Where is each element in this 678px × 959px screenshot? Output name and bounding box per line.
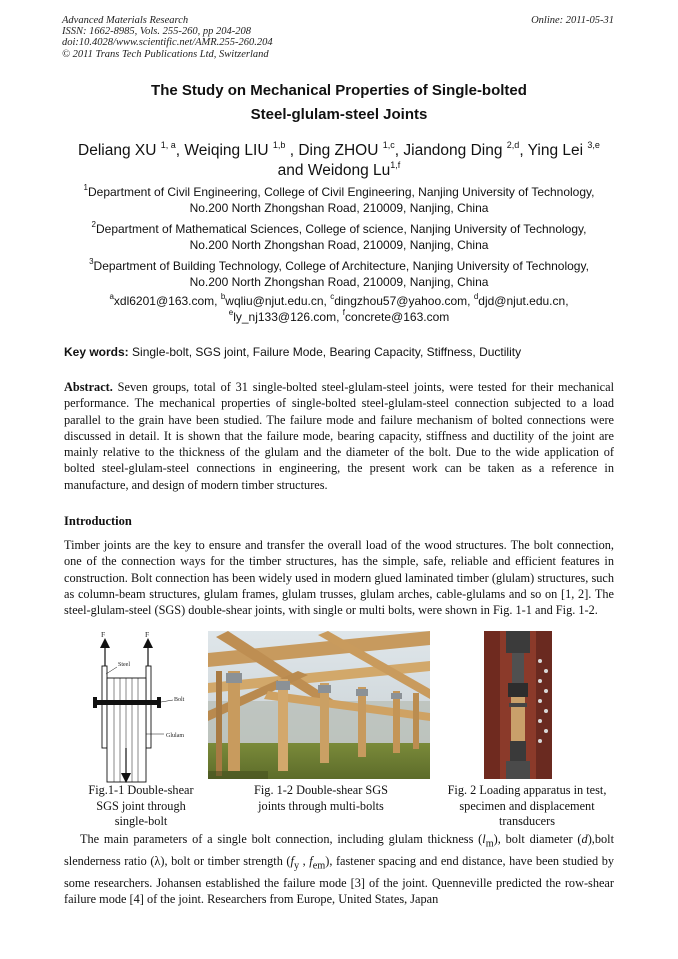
copyright-line: © 2011 Trans Tech Publications Ltd, Switzerland [62,48,269,60]
email-link: xdl6201@163.com [113,294,215,308]
affiliation-3: $^3$Department of Building Technology, College of Architecture, Nanjing University of Technology, No.200 North Zhongshan Road, 210009, Nanjing, China [89,257,589,289]
email-link: djd@njut.edu.cn [478,294,566,308]
abstract-text: Seven groups, total of 31 single-bolted steel-glulam-steel joints, were tested for their mechanical performance. The mechanical properties of single-bolted steel-glulam-steel connection subjected to a load parallel to the grain have been studied. The failure mode and failure mechanism of bolted connections were discussed in detail. It is shown that the failure mode, bearing capacity, stiffness and ductility of the joint are mainly relative to the thickness of the glulam and the diameter of the bolt. Due to the wide application of bolted steel-glulam-steel connections in engineering, the present work can be taken as a reference in manufacture, and design of modern timber structures. [64,380,614,492]
affiliation-2: $^2$Department of Mathematical Sciences, College of science, Nanjing University of Technology, No.200 North Zhongshan Road, 210009, Nanjing, China [91,220,587,252]
journal-name: Advanced Materials Research [62,15,189,26]
author-list: Deliang XU $^{1, a}$, Weiqing LIU $^{1,b}$ , Ding ZHOU $^{1,c}$, Jiandong Ding $^{2,d}$, Ying Lei $^{3,e}$ and Weidong Lu$^{1,f}$ [78,140,600,179]
email-link: concrete@163.com [345,309,450,324]
keywords-label: Key words: [64,345,129,359]
affiliation-1: $^1$Department of Civil Engineering, College of Civil Engineering, Nanjing University of Technology, No.200 North Zhongshan Road, 210009, Nanjing, China [83,183,595,215]
author-name: Ying Lei [527,142,584,159]
author-sup: 3,e [587,140,600,150]
author-name: Weiqing LIU [184,142,269,159]
intro-paragraph-1: Timber joints are the key to ensure and transfer the overall load of the wood structures. The bolt connection, one of the connection ways for the timber structures, has the simple, safe, reliable and efficient features in construction. Bolt connection has been widely used in modern glued laminated timber (glulam) structures, such as column-beam structures, glulam frames, glulam trusses, glulam arches, cable-glulams and so on [1, 2]. The steel-glulam-steel (SGS) double-shear joints, with single or multi bolts, were shown in Fig. 1-1 and Fig. 1-2. [64,538,614,618]
intro-paragraph-2: The main parameters of a single bolt connection, including glulam thickness $(l_m)$, bolt diameter (d),bolt slenderness ratio (λ), bolt or timber strength ($f_y$ , $f_{em}$), fastener spacing and end distance, have been studied by some researchers. Johansen established the failure mode [3] of the joint. Quenneville predicted the row-shear failure mode [4] of the joint. Researchers from Europe, United States, Japan [64,832,614,906]
glulam-label: Glulam [166,733,184,739]
fig-1-2-caption: Fig. 1-2 Double-shear SGS joints through multi-bolts [254,783,388,813]
force-label-left: F [101,630,106,639]
section-heading-introduction: Introduction [64,514,132,528]
author-sup: 1, a [160,140,176,150]
keywords [64,345,521,359]
fig-2-photo [484,631,552,779]
abstract-label: Abstract. [64,380,113,394]
author-name: Ding ZHOU [298,142,379,159]
fig-2-caption: Fig. 2 Loading apparatus in test, specimen and displacement transducers [447,783,607,828]
force-label-right: F [145,630,150,639]
keywords-text: Single-bolt, SGS joint, Failure Mode, Bearing Capacity, Stiffness, Ductility [128,345,522,359]
abstract [64,379,614,493]
paper-title-line-2: Steel-glulam-steel Joints [250,106,428,123]
author-sup: 1,c [382,140,395,150]
author-name: Deliang XU [78,142,157,159]
running-header [62,15,273,60]
steel-label: Steel [118,662,130,668]
bolt-shank [96,700,158,705]
author-sup: 1,b [272,140,286,150]
author-name: Jiandong Ding [403,142,503,159]
bolt-label: Bolt [174,697,185,703]
email-list: $^a$xdl6201@163.com, $^b$wqliu@njut.edu.cn, $^c$dingzhou57@yahoo.com, $^d$djd@njut.edu.cn, $^e$ly_nj133@126.com, $^f$concrete@163.com [109,292,569,324]
email-link: dingzhou57@yahoo.com [334,294,468,308]
steel-plate-left [102,666,107,748]
issn-line: ISSN: 1662-8985, Vols. 255-260, pp 204-208 [62,26,251,38]
online-date: Online: 2011-05-31 [531,15,614,26]
author-sup: 1,f [390,160,401,170]
fig-1-1-caption: Fig.1-1 Double-shear SGS joint through single-bolt [88,783,194,828]
email-link: wqliu@njut.edu.cn [225,294,324,308]
fig-1-2-photo [208,631,430,779]
author-name: Weidong Lu [307,162,391,179]
author-sup: 2,d [506,140,520,150]
paper-title-line-1: The Study on Mechanical Properties of Single-bolted [151,82,527,99]
doi-line: doi:10.4028/www.scientific.net/AMR.255-260.204 [62,37,273,49]
email-link: ly_nj133@126.com [233,309,337,324]
fig-1-1-schematic [84,630,202,786]
steel-plate-right [146,666,151,748]
